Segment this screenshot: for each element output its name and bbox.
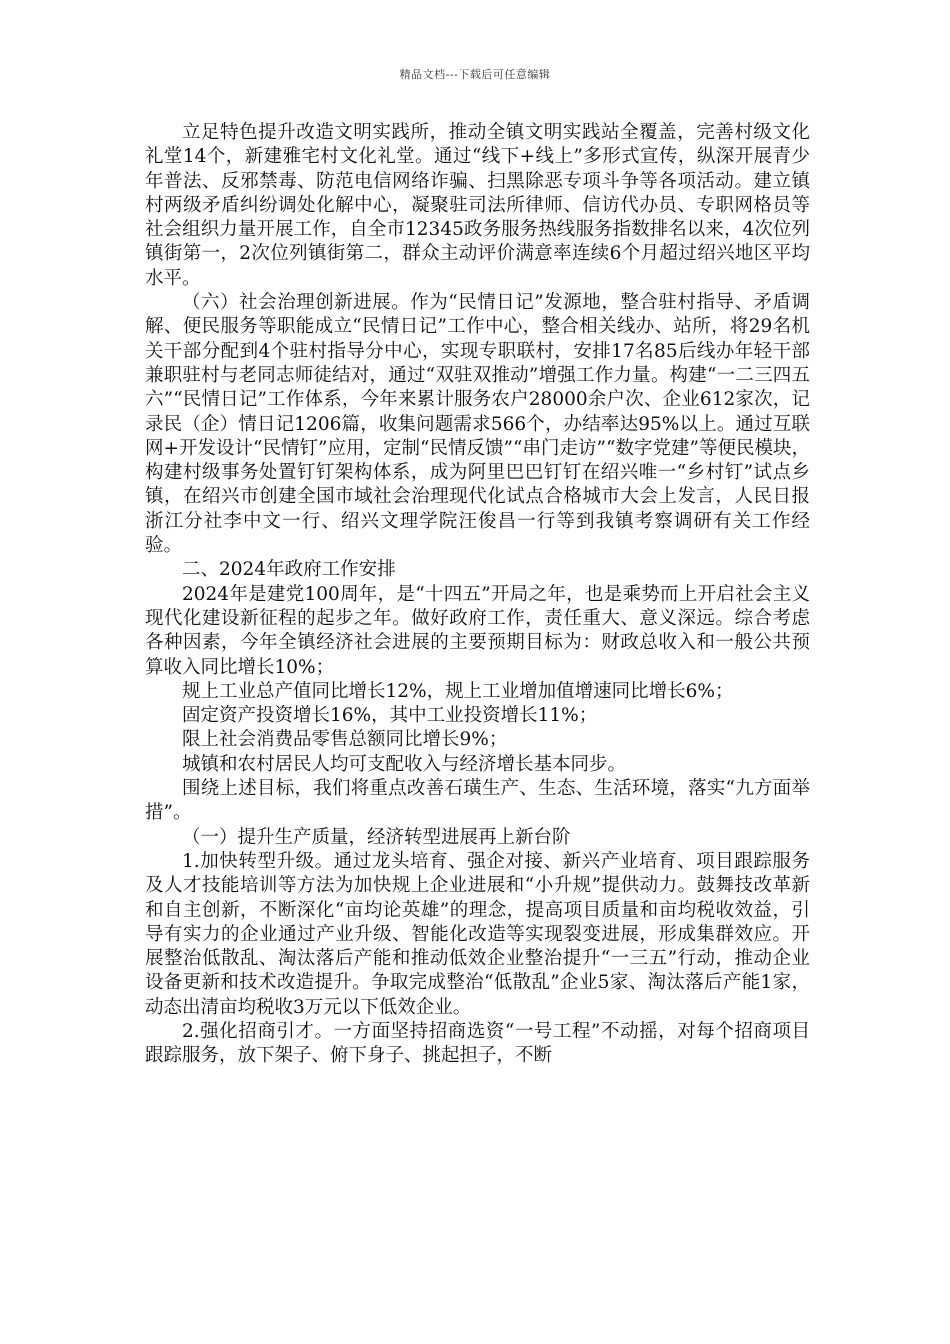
- section-heading: 二、2024年政府工作安排: [182, 559, 396, 581]
- paragraph: 立足特色提升改造文明实践所，推动全镇文明实践站全覆盖，完善村级文化礼堂14个，新建雅宅村文化礼堂。通过“线下+线上”多形式宣传，纵深开展青少年普法、反邪禁毒、防范电信网络诈骗、扫黑除恶专项斗争等各项活动。建立镇村两级矛盾纠纷调处化解中心，凝聚驻司法所律师、信访代办员、专职网格员等社会组织力量开展工作，自全市12345政务服务热线服务指数排名以来，4次位列镇街第一，2次位列镇街第二，群众主动评价满意率连续6个月超过绍兴地区平均水平。: [145, 122, 810, 289]
- paragraph: 城镇和农村居民人均可支配收入与经济增长基本同步。: [182, 753, 627, 775]
- paragraph: 1.加快转型升级。通过龙头培育、强企对接、新兴产业培育、项目跟踪服务及人才技能培训等方法为加快规上企业进展和“小升规”提供动力。鼓舞技改革新和自主创新，不断深化“亩均论英雄”的理念，提高项目质量和亩均税收效益，引导有实力的企业通过产业升级、智能化改造等实现裂变进展，形成集群效应。开展整治低散乱、淘汰落后产能和推动低效企业整治提升“一三五”行动，推动企业设备更新和技术改造提升。争取完成整治“低散乱”企业5家、淘汰落后产能1家，动态出清亩均税收3万元以下低效企业。: [145, 850, 810, 1018]
- paragraph: 限上社会消费品零售总额同比增长9%；: [182, 729, 508, 751]
- page-header: 精品文档---下载后可任意编辑: [399, 68, 551, 81]
- paragraph: 2.强化招商引才。一方面坚持招商选资“一号工程”不动摇，对每个招商项目跟踪服务，放下架子、俯下身子、挑起担子，不断: [145, 1020, 810, 1067]
- paragraph: 2024年是建党100周年，是“十四五”开局之年，也是乘势而上开启社会主义现代化建设新征程的起步之年。做好政府工作，责任重大、意义深远。综合考虑各种因素，今年全镇经济社会进展的主要预期目标为：财政总收入和一般公共预算收入同比增长10%；: [145, 583, 810, 678]
- section-heading: （一）提升生产质量，经济转型进展再上新台阶: [182, 826, 571, 848]
- paragraph: 围绕上述目标，我们将重点改善石璜生产、生态、生活环境，落实“九方面举措”。: [145, 778, 810, 824]
- paragraph: （六）社会治理创新进展。作为“民情日记”发源地，整合驻村指导、矛盾调解、便民服务等职能成立“民情日记”工作中心，整合相关线办、站所，将29名机关干部分配到4个驻村指导分中心，实现专职联村，安排17名85后线办年轻干部兼职驻村与老同志师徒结对，通过“双驻双推动”增强工作力量。构建“一二三四五六”“民情日记”工作体系，今年来累计服务农户28000余户次、企业612家次，记录民（企）情日记1206篇，收集问题需求566个，办结率达95%以上。通过互联网+开发设计“民情钉”应用，定制“民情反馈”“串门走访”“数字党建”等便民模块，构建村级事务处置钉钉架构体系，成为阿里巴巴钉钉在绍兴唯一“乡村钉”试点乡镇，在绍兴市创建全国市域社会治理现代化试点合格城市大会上发言，人民日报浙江分社李中文一行、绍兴文理学院汪俊昌一行等到我镇考察调研有关工作经验。: [145, 292, 810, 557]
- paragraph: 规上工业总产值同比增长12%，规上工业增加值增速同比增长6%；: [182, 680, 734, 702]
- document-body: [145, 121, 810, 1069]
- paragraph: 固定资产投资增长16%，其中工业投资增长11%；: [182, 705, 598, 727]
